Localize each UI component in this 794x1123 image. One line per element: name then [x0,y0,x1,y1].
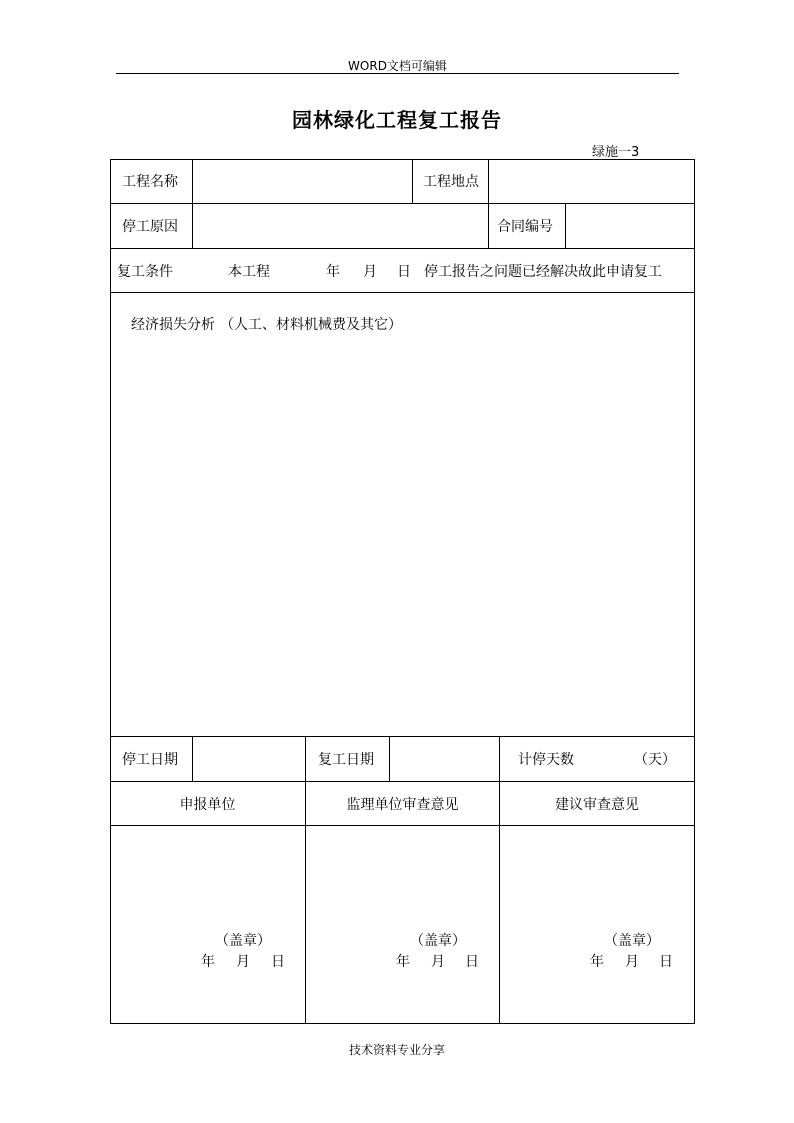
stop-date-field[interactable] [194,737,303,781]
suggestion-seal: （盖章） [604,933,660,949]
supervisor-header: 监理单位审查意见 [346,796,459,813]
applicant-date-day: 日 [271,954,285,970]
col-rule [499,736,500,1024]
project-name-field[interactable] [194,159,410,203]
stop-reason-field[interactable] [194,204,486,248]
col-rule [412,159,413,204]
project-location-label: 工程地点 [423,174,479,190]
resume-date-field[interactable] [391,737,497,781]
stop-days-label: 计停天数 [518,752,574,768]
stop-reason-label: 停工原因 [122,219,178,235]
row-rule [110,825,695,826]
col-rule [389,736,390,781]
resume-condition-label: 复工条件 [117,263,173,280]
col-rule [192,736,193,781]
resume-date-label: 复工日期 [318,752,374,768]
resume-condition-project: 本工程 [228,263,270,280]
applicant-header: 申报单位 [179,796,236,813]
page-header: WORD文档可编辑 [348,59,447,73]
applicant-seal: （盖章） [215,933,271,949]
stop-days-unit: （天） [634,752,676,768]
table-border-left [110,159,111,1024]
resume-condition-day: 日 [397,263,411,280]
supervisor-date-month: 月 [431,954,445,970]
supervisor-date-year: 年 [396,954,410,970]
form-code: 绿施一3 [592,145,640,160]
row-rule [110,292,695,293]
table-border-right [694,159,695,1024]
project-location-field[interactable] [490,159,692,203]
page-footer: 技术资料专业分享 [348,1043,445,1057]
col-rule [192,159,193,248]
loss-analysis-note: （人工、材料机械费及其它） [220,317,402,333]
suggestion-header: 建议审查意见 [555,796,639,813]
header-rule [116,73,679,74]
applicant-date-month: 月 [236,954,250,970]
supervisor-seal: （盖章） [410,933,466,949]
suggestion-date-day: 日 [659,954,673,970]
suggestion-date-year: 年 [590,954,604,970]
suggestion-date-month: 月 [625,954,639,970]
loss-analysis-label: 经济损失分析 [131,317,215,333]
resume-condition-month: 月 [363,263,377,280]
contract-no-label: 合同编号 [497,219,553,235]
report-table [110,159,695,1024]
resume-condition-text: 停工报告之问题已经解决故此申请复工 [424,263,662,280]
applicant-date-year: 年 [201,954,215,970]
col-rule [565,203,566,248]
stop-date-label: 停工日期 [122,752,178,768]
contract-no-field[interactable] [567,204,692,248]
table-border-bottom [110,1023,695,1024]
supervisor-date-day: 日 [465,954,479,970]
resume-condition-year: 年 [326,263,340,280]
document-title: 园林绿化工程复工报告 [292,108,502,132]
project-name-label: 工程名称 [122,174,178,190]
col-rule [305,736,306,1024]
col-rule [488,159,489,248]
